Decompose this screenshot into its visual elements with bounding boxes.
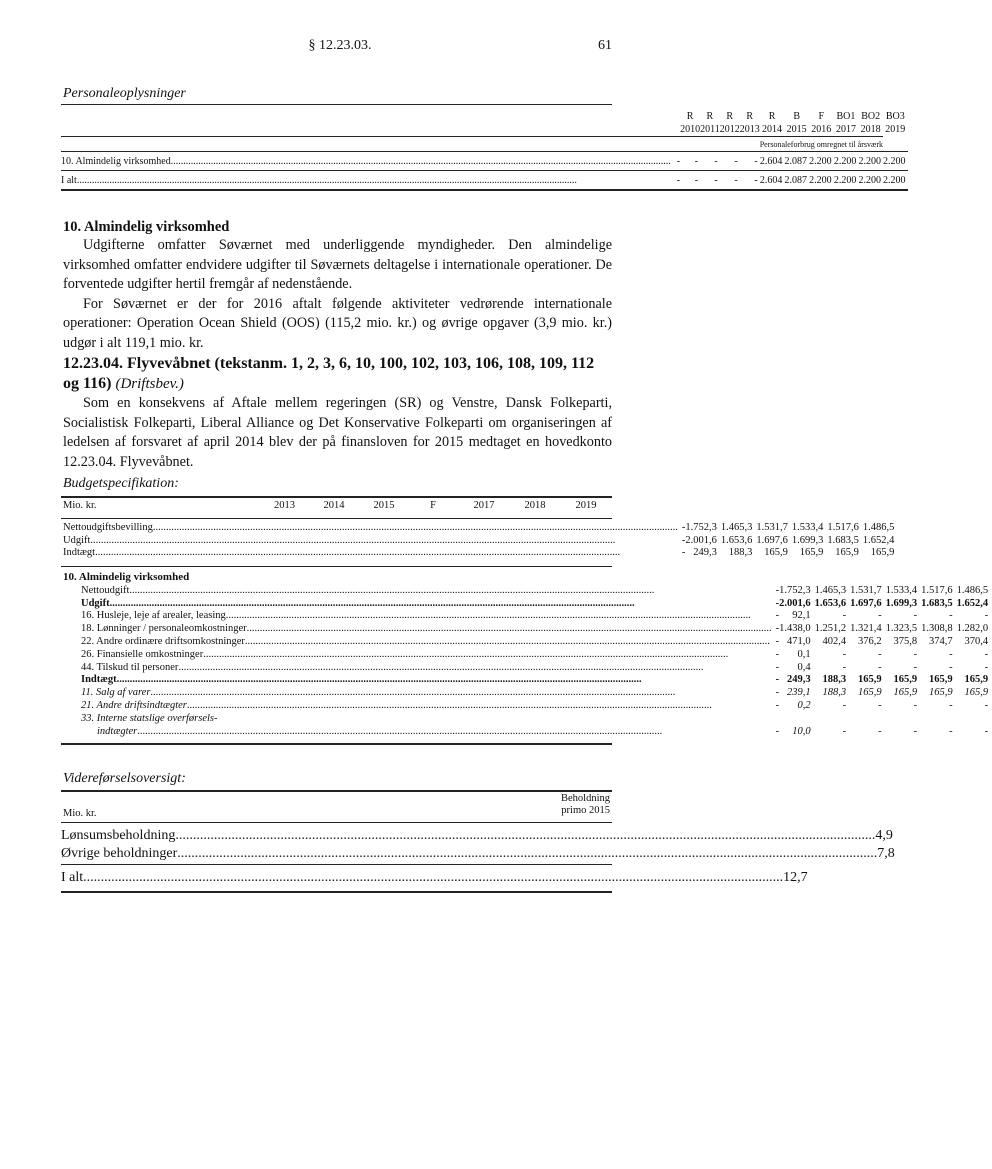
budget-cell: 165,9 [929, 687, 953, 699]
budget-cell: 1.683,5 [921, 597, 953, 609]
budget-column-header: 2015 [373, 499, 395, 511]
budget-cell: - [984, 725, 989, 737]
budget-cell: - [913, 661, 918, 673]
budget-cell: 1.321,4 [850, 623, 882, 635]
budget-row-label: 21. Andre driftsindtægter [81, 700, 187, 712]
personale-column-year: 2010 [680, 124, 701, 135]
budget-cell: 10,0 [792, 725, 811, 737]
budget-cell: 1.438,0 [779, 623, 811, 635]
personale-cell: 2.200 [858, 174, 882, 186]
personale-column-year: 2015 [786, 124, 807, 135]
budget-cell: 2.001,6 [685, 534, 717, 546]
budget-cell: - [949, 661, 953, 673]
personale-cell: 2.200 [809, 174, 832, 186]
budget-cell: 1.531,7 [756, 521, 788, 533]
section10-heading: 10. Almindelig virksomhed [63, 219, 230, 235]
budget-cell: 1.517,6 [921, 584, 953, 596]
budget-cell: - [878, 661, 882, 673]
videre-column-header [540, 793, 610, 817]
budget-cell: - [984, 648, 989, 660]
budget-summary-table [61, 521, 898, 559]
budget-cell: - [949, 610, 953, 622]
personale-cell: - [694, 174, 699, 186]
budget-cell: 165,9 [929, 674, 953, 686]
budget-cell: - [775, 687, 780, 699]
personale-table [61, 110, 908, 191]
budget-cell [779, 712, 815, 725]
budget-column-header: 2017 [473, 499, 495, 511]
budget-cell: - [775, 661, 780, 673]
personale-cell: - [676, 155, 681, 167]
videre-rows [61, 828, 895, 864]
personale-cell: - [754, 155, 758, 167]
budget-cell: - [949, 648, 953, 660]
personale-top-rule [61, 104, 612, 105]
personale-column-header: BO2 [861, 111, 881, 122]
personale-column-year: 2018 [860, 124, 881, 135]
budget-cell: 1.282,0 [956, 623, 989, 635]
budget-cell: - [775, 623, 780, 635]
budget-cell: 402,4 [822, 636, 847, 648]
budget-cell [921, 712, 957, 725]
budget-cell: 1.531,7 [850, 584, 882, 596]
budget-row-label: Udgift [63, 534, 91, 546]
budget-cell: - [681, 534, 686, 546]
budget-cell: 1.699,3 [885, 597, 918, 609]
budget-row-label: 22. Andre ordinære driftsomkostninger [81, 636, 245, 648]
budget-cell: - [878, 648, 882, 660]
videre-header-rule [61, 822, 612, 823]
budget-column-header: F [430, 499, 436, 511]
personale-cell: 2.200 [833, 174, 857, 186]
budget-cell: 1.752,3 [685, 521, 717, 533]
budget-cell: - [681, 521, 686, 533]
personale-column-year: 2019 [885, 124, 906, 136]
videre-total-label: I alt [61, 870, 84, 885]
budget-row-label: 11. Salg af varer [81, 687, 151, 699]
budget-cell: 165,9 [764, 547, 788, 559]
budget-row [61, 622, 992, 635]
budget-cell: 1.517,6 [827, 521, 859, 533]
budget-cell: 1.697,6 [850, 597, 882, 609]
videre-row-label: Øvrige beholdninger [61, 846, 178, 861]
budget-row [61, 686, 992, 699]
budget-row-label: Nettoudgift [81, 584, 130, 596]
videre-title: Videreførselsoversigt: [63, 771, 186, 786]
budget-cell: - [775, 636, 780, 648]
personale-cell: 2.604 [759, 174, 783, 186]
budget-cell: - [913, 610, 918, 622]
personale-column-year: 2012 [719, 124, 740, 135]
section10-paragraph-2: For Søværnet er der for 2016 aftalt følgende aktiviteter vedrørende internationale operationer: Operation Ocean Shield (OOS) (115,2 mio. kr.) og øvrige opgaver (3,9 mio. kr.) udgør i alt 119,1 mio. kr. [63, 295, 612, 351]
personale-cell: - [714, 174, 718, 186]
personale-column-year: 2014 [762, 124, 783, 135]
budget-cell: 376,2 [858, 636, 882, 648]
budget-cell: 1.533,4 [885, 584, 918, 596]
videre-row-label: Lønsumsbeholdning [61, 828, 176, 843]
budget-group-heading: 10. Almindelig virksomhed [63, 571, 190, 583]
budget-cell: 165,9 [858, 687, 882, 699]
personale-cell: - [754, 174, 758, 186]
budget-cell: - [842, 610, 847, 622]
budget-column-header: 2019 [575, 499, 597, 511]
budget-row-label: 33. Interne statslige overførsels- [81, 712, 218, 724]
videre-row-value: 7,8 [877, 846, 895, 861]
budget-row-label: indtægter [97, 725, 138, 737]
budget-row [61, 547, 898, 560]
videre-unit-label: Mio. kr. [63, 808, 97, 819]
personale-cell: - [734, 174, 738, 186]
personale-row [61, 171, 908, 191]
section1204-heading [63, 354, 614, 394]
budget-detail-table [61, 584, 992, 738]
personale-cell: - [734, 155, 738, 167]
budget-cell: - [984, 610, 989, 622]
budget-row [61, 635, 992, 648]
budget-cell: 1.653,6 [720, 534, 753, 546]
personale-cell: 2.604 [759, 155, 783, 167]
personale-subheader: Personaleforbrug omregnet til årsværk [760, 137, 883, 152]
budget-cell: 0,1 [797, 648, 811, 660]
budget-cell: 188,3 [822, 687, 847, 699]
budget-column-header: 2018 [524, 499, 546, 511]
budget-row [61, 610, 992, 623]
section-reference: § 12.23.03. [308, 38, 372, 53]
videre-total-rule [61, 864, 612, 865]
budget-cell [850, 712, 886, 725]
budget-cell: - [775, 648, 780, 660]
budget-title: Budgetspecifikation: [63, 476, 179, 491]
budget-header-rule [61, 518, 612, 519]
budget-cell: 1.699,3 [791, 534, 824, 546]
budget-cell: 374,7 [929, 636, 953, 648]
personale-column-header: B [793, 111, 800, 122]
personale-column-header: BO3 [885, 111, 905, 122]
budget-cell: - [775, 725, 780, 737]
personale-column-header: F [818, 111, 825, 122]
personale-title: Personaleoplysninger [63, 86, 186, 101]
budget-top-rule [61, 496, 612, 498]
budget-row [61, 648, 992, 661]
budget-cell: 1.752,3 [779, 584, 811, 596]
budget-bottom-rule [61, 743, 612, 745]
page-header [0, 38, 828, 58]
budget-cell: - [878, 610, 882, 622]
budget-cell: 0,4 [797, 661, 811, 673]
budget-cell: 249,3 [693, 547, 717, 559]
personale-row-label: I alt [61, 174, 77, 186]
videre-top-rule [61, 790, 612, 792]
budget-cell [886, 712, 922, 725]
budget-row [61, 597, 992, 610]
budget-cell: 165,9 [964, 687, 989, 699]
budget-row [61, 712, 992, 725]
budget-row [61, 725, 992, 738]
personale-cell: - [694, 155, 699, 167]
videre-row-value: 4,9 [875, 828, 893, 843]
budget-row [61, 584, 992, 597]
videre-column-header-line2: primo 2015 [561, 805, 610, 816]
section1204-heading-note: (Driftsbev.) [115, 376, 184, 392]
videre-total-value: 12,7 [783, 870, 808, 885]
videre-row-lonsum [61, 828, 893, 846]
budget-cell: 188,3 [822, 674, 847, 686]
budget-cell: - [913, 700, 918, 712]
personale-column-header: BO1 [836, 111, 856, 122]
budget-row [61, 521, 898, 534]
budget-cell: 165,9 [964, 674, 989, 686]
budget-cell: 1.653,6 [814, 597, 847, 609]
budget-cell: - [775, 584, 780, 596]
budget-cell: 1.486,5 [862, 521, 895, 533]
personale-cell: 2.200 [809, 155, 832, 167]
budget-cell: 1.465,3 [720, 521, 753, 533]
budget-cell: 1.533,4 [791, 521, 824, 533]
personale-cell: 2.087 [784, 174, 807, 186]
budget-cell: - [984, 700, 989, 712]
page-number: 61 [598, 38, 612, 53]
budget-row-label: Udgift [81, 597, 110, 609]
budget-cell: - [842, 648, 847, 660]
section1204-paragraph-1: Som en konsekvens af Aftale mellem regeringen (SR) og Venstre, Dansk Folkeparti, Socialistisk Folkeparti, Liberal Alliance og Det Konservative Folkeparti om organiseringen af ledelsen af forsvaret af april 2014 blev der på finansloven for 2015 medtaget en hovedkonto 12.23.04. Flyvevåbnet. [63, 395, 612, 470]
budget-cell: - [842, 725, 847, 737]
budget-cell: - [681, 547, 686, 559]
personale-column-header: R [746, 111, 754, 122]
budget-cell: 375,8 [893, 636, 918, 648]
videre-column-header-line1: Beholdning [561, 793, 610, 804]
budget-cell: 1.251,2 [814, 623, 847, 635]
personale-column-header: R [726, 111, 734, 122]
personale-row-label: 10. Almindelig virksomhed [61, 155, 171, 167]
budget-cell: - [878, 725, 882, 737]
budget-cell: 165,9 [870, 547, 895, 559]
budget-row-label: 16. Husleje, leje af arealer, leasing [81, 610, 226, 622]
budget-cell: - [775, 700, 780, 712]
personale-column-header: R [768, 111, 776, 122]
budget-cell [815, 712, 851, 725]
personale-row [61, 152, 908, 171]
budget-cell: 1.308,8 [921, 623, 953, 635]
budget-row-label: 18. Lønninger / personaleomkostninger [81, 623, 247, 635]
budget-row-label: Indtægt [63, 547, 96, 559]
personale-column-year: 2013 [739, 124, 760, 135]
budget-cell: - [913, 725, 918, 737]
budget-summary-rule [61, 566, 612, 567]
budget-row-label: 44. Tilskud til personer [81, 661, 179, 673]
budget-cell: 165,9 [893, 687, 918, 699]
budget-cell: - [949, 700, 953, 712]
budget-row-label: Nettoudgiftsbevilling [63, 521, 153, 533]
budget-cell: 188,3 [728, 547, 753, 559]
section10-body [63, 236, 612, 354]
personale-cell: 2.200 [833, 155, 857, 167]
budget-cell: - [842, 661, 847, 673]
budget-row [61, 661, 992, 674]
budget-cell: 1.652,4 [956, 597, 989, 609]
budget-column-header: 2014 [323, 499, 345, 511]
personale-cell: - [714, 155, 718, 167]
budget-cell: 370,4 [964, 636, 989, 648]
personale-cell: - [676, 174, 681, 186]
budget-cell: 92,1 [792, 610, 811, 622]
budget-row [61, 674, 992, 687]
budget-cell: 165,9 [835, 547, 859, 559]
budget-cell: 165,9 [893, 674, 918, 686]
videre-bottom-rule [61, 891, 612, 893]
budget-cell: 165,9 [858, 674, 882, 686]
budget-cell: - [775, 610, 780, 622]
budget-cell: - [775, 597, 780, 609]
personale-column-header: R [706, 111, 714, 122]
personale-cell: 2.087 [784, 155, 807, 167]
budget-row [61, 534, 898, 547]
budget-cell: - [949, 725, 953, 737]
personale-column-year: 2016 [811, 124, 832, 135]
budget-cell: - [984, 661, 989, 673]
personale-column-header: R [686, 111, 694, 122]
personale-column-year: 2017 [835, 124, 856, 135]
budget-row-label: Indtægt [81, 674, 117, 686]
section1204-body [63, 394, 612, 472]
budget-cell: 1.683,5 [827, 534, 859, 546]
personale-cell: 2.200 [883, 174, 906, 186]
budget-cell: 165,9 [799, 547, 824, 559]
budget-cell: 1.697,6 [756, 534, 788, 546]
section1204-heading-text: 12.23.04. Flyvevåbnet (tekstanm. 1, 2, 3, 6, 10, 100, 102, 103, 106, 108, 109, 112 og 116) [63, 355, 595, 392]
budget-cell: 1.465,3 [814, 584, 847, 596]
budget-row [61, 699, 992, 712]
budget-cell: - [842, 700, 847, 712]
budget-cell: 249,3 [787, 674, 811, 686]
budget-cell [957, 712, 992, 725]
budget-cell: 1.323,5 [885, 623, 918, 635]
budget-cell: - [913, 648, 918, 660]
budget-cell: 1.652,4 [862, 534, 895, 546]
budget-unit-label: Mio. kr. [63, 499, 97, 511]
budget-cell: 471,0 [787, 636, 811, 648]
budget-cell: 239,1 [787, 687, 811, 699]
budget-cell: 0,2 [797, 700, 811, 712]
personale-cell: 2.200 [858, 155, 882, 167]
budget-row-label: 26. Finansielle omkostninger [81, 648, 204, 660]
section10-paragraph-1: Udgifterne omfatter Søværnet med underliggende myndigheder. Den almindelige virksomhed omfatter endvidere udgifter til Søværnets deltagelse i internationale operationer. De forventede udgifter hertil fremgår af nedenstående. [63, 237, 612, 293]
budget-header-table [61, 499, 612, 512]
budget-cell: 2.001,6 [779, 597, 811, 609]
budget-cell: - [878, 700, 882, 712]
videre-total-row [61, 870, 808, 888]
videre-row-ovrige [61, 846, 895, 864]
budget-cell: 1.486,5 [956, 584, 989, 596]
budget-cell: - [775, 674, 780, 686]
personale-cell: 2.200 [883, 155, 906, 167]
personale-column-year: 2011 [700, 124, 720, 135]
budget-column-header: 2013 [274, 499, 295, 511]
